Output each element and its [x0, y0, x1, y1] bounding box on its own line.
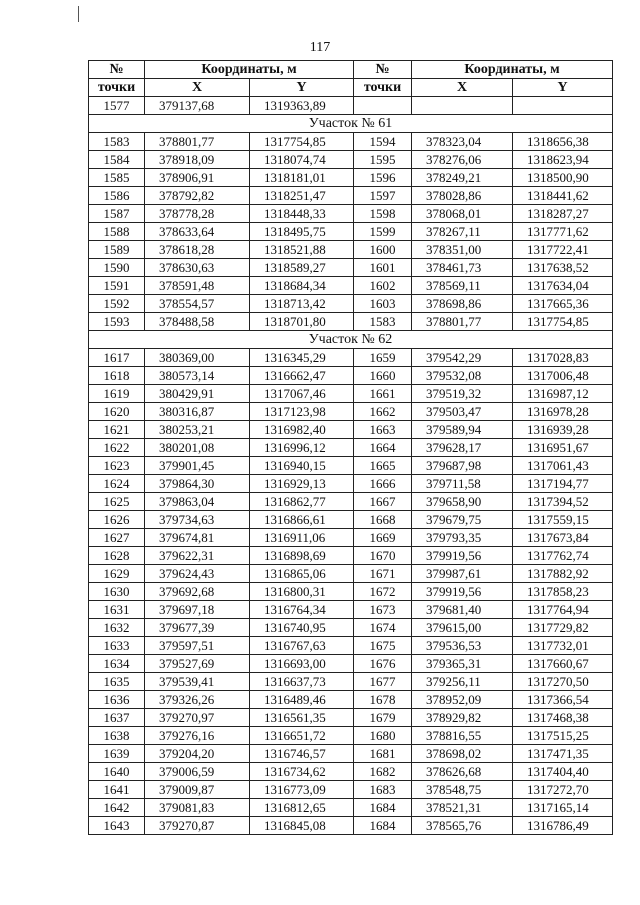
x-coordinate-cell: 379503,47: [412, 403, 513, 421]
y-coordinate-cell: 1317471,35: [513, 745, 613, 763]
y-coordinate-cell: 1318495,75: [250, 223, 354, 241]
y-coordinate-cell: 1317123,98: [250, 403, 354, 421]
point-number-cell: 1670: [354, 547, 412, 565]
table-row: [89, 547, 613, 565]
x-coordinate-cell: 379919,56: [412, 583, 513, 601]
point-number-cell: 1584: [89, 151, 145, 169]
x-coordinate-cell: 379597,51: [145, 637, 250, 655]
point-number-cell: 1586: [89, 187, 145, 205]
x-coordinate-cell: 380316,87: [145, 403, 250, 421]
y-coordinate-cell: 1318251,47: [250, 187, 354, 205]
x-coordinate-cell: 379863,04: [145, 493, 250, 511]
point-number-cell: 1684: [354, 817, 412, 835]
y-coordinate-cell: 1316866,61: [250, 511, 354, 529]
y-coordinate-cell: 1317272,70: [513, 781, 613, 799]
point-number-cell: 1583: [89, 133, 145, 151]
point-number-cell: 1668: [354, 511, 412, 529]
table-row: [89, 295, 613, 313]
point-number-cell: 1630: [89, 583, 145, 601]
y-coordinate-cell: 1316940,15: [250, 457, 354, 475]
table-header-row: [89, 61, 613, 79]
y-coordinate-cell: 1317754,85: [250, 133, 354, 151]
table-row: [89, 637, 613, 655]
point-number-cell: 1676: [354, 655, 412, 673]
coordinates-table: [88, 60, 613, 835]
point-number-cell: 1597: [354, 187, 412, 205]
point-number-cell: 1671: [354, 565, 412, 583]
x-coordinate-cell: 380369,00: [145, 349, 250, 367]
x-coordinate-cell: 379628,17: [412, 439, 513, 457]
y-coordinate-cell: 1316862,77: [250, 493, 354, 511]
x-coordinate-cell: 378249,21: [412, 169, 513, 187]
x-coordinate-cell: 379615,00: [412, 619, 513, 637]
x-coordinate-cell: 379539,41: [145, 673, 250, 691]
point-number-cell: 1631: [89, 601, 145, 619]
x-coordinate-cell: 380573,14: [145, 367, 250, 385]
y-coordinate-cell: 1317762,74: [513, 547, 613, 565]
point-number-cell: 1673: [354, 601, 412, 619]
table-row: [89, 583, 613, 601]
y-coordinate-cell: 1317673,84: [513, 529, 613, 547]
y-coordinate-cell: 1317638,52: [513, 259, 613, 277]
y-coordinate-cell: 1317729,82: [513, 619, 613, 637]
y-coordinate-cell: 1316978,28: [513, 403, 613, 421]
point-number-cell: 1577: [89, 97, 145, 115]
point-number-cell: 1665: [354, 457, 412, 475]
section-title: Участок № 62: [89, 331, 613, 349]
point-number-cell: 1600: [354, 241, 412, 259]
point-number-cell: 1624: [89, 475, 145, 493]
y-coordinate-cell: 1318181,01: [250, 169, 354, 187]
table-row: [89, 691, 613, 709]
point-number-cell: 1601: [354, 259, 412, 277]
x-coordinate-cell: 378068,01: [412, 205, 513, 223]
y-coordinate-cell: 1317515,25: [513, 727, 613, 745]
point-number-cell: 1621: [89, 421, 145, 439]
point-number-cell: 1593: [89, 313, 145, 331]
x-coordinate-cell: 379793,35: [412, 529, 513, 547]
x-coordinate-cell: 379987,61: [412, 565, 513, 583]
x-coordinate-cell: 379204,20: [145, 745, 250, 763]
y-coordinate-cell: 1318684,34: [250, 277, 354, 295]
y-coordinate-cell: 1317067,46: [250, 385, 354, 403]
x-coordinate-cell: 378521,31: [412, 799, 513, 817]
point-number-cell: 1666: [354, 475, 412, 493]
table-row: [89, 493, 613, 511]
point-number-cell: 1634: [89, 655, 145, 673]
table-body: [89, 97, 613, 835]
table-row: [89, 565, 613, 583]
point-number-cell: 1626: [89, 511, 145, 529]
point-number-cell: 1684: [354, 799, 412, 817]
y-coordinate-cell: 1317660,67: [513, 655, 613, 673]
point-number-cell: 1583: [354, 313, 412, 331]
y-coordinate-cell: [513, 97, 613, 115]
x-coordinate-cell: 379536,53: [412, 637, 513, 655]
point-number-cell: 1594: [354, 133, 412, 151]
x-coordinate-cell: 379622,31: [145, 547, 250, 565]
point-number-cell: 1591: [89, 277, 145, 295]
point-number-cell: 1674: [354, 619, 412, 637]
y-coordinate-cell: 1316746,57: [250, 745, 354, 763]
x-coordinate-cell: 378461,73: [412, 259, 513, 277]
x-coordinate-cell: 378554,57: [145, 295, 250, 313]
point-number-cell: 1669: [354, 529, 412, 547]
y-coordinate-cell: 1316845,08: [250, 817, 354, 835]
x-coordinate-cell: 378323,04: [412, 133, 513, 151]
y-coordinate-cell: 1316951,67: [513, 439, 613, 457]
x-coordinate-cell: 378633,64: [145, 223, 250, 241]
point-number-cell: 1602: [354, 277, 412, 295]
x-coordinate-cell: 378565,76: [412, 817, 513, 835]
point-number-cell: 1659: [354, 349, 412, 367]
x-coordinate-cell: 379919,56: [412, 547, 513, 565]
table-row: [89, 457, 613, 475]
table-row: [89, 169, 613, 187]
y-coordinate-cell: 1316734,62: [250, 763, 354, 781]
x-coordinate-cell: 378267,11: [412, 223, 513, 241]
y-coordinate-cell: 1317404,40: [513, 763, 613, 781]
page-number: 117: [309, 40, 331, 55]
point-number-cell: 1620: [89, 403, 145, 421]
y-coordinate-cell: 1316812,65: [250, 799, 354, 817]
point-number-cell: 1679: [354, 709, 412, 727]
point-number-cell: 1681: [354, 745, 412, 763]
point-number-cell: 1632: [89, 619, 145, 637]
x-coordinate-cell: 378351,00: [412, 241, 513, 259]
x-coordinate-cell: 378778,28: [145, 205, 250, 223]
point-number-cell: 1595: [354, 151, 412, 169]
table-row: [89, 97, 613, 115]
y-coordinate-cell: 1316911,06: [250, 529, 354, 547]
point-number-cell: 1585: [89, 169, 145, 187]
point-number-cell: 1672: [354, 583, 412, 601]
x-coordinate-cell: 379532,08: [412, 367, 513, 385]
y-coordinate-cell: 1318287,27: [513, 205, 613, 223]
table-row: [89, 817, 613, 835]
y-coordinate-cell: 1316865,06: [250, 565, 354, 583]
x-coordinate-cell: 379681,40: [412, 601, 513, 619]
y-coordinate-cell: 1317165,14: [513, 799, 613, 817]
y-coordinate-cell: 1316987,12: [513, 385, 613, 403]
y-coordinate-cell: 1318448,33: [250, 205, 354, 223]
y-header: Y: [250, 79, 354, 97]
point-number-cell: 1640: [89, 763, 145, 781]
y-coordinate-cell: 1318701,80: [250, 313, 354, 331]
table-row: [89, 709, 613, 727]
x-coordinate-cell: 378698,86: [412, 295, 513, 313]
y-coordinate-cell: 1317270,50: [513, 673, 613, 691]
x-coordinate-cell: 378569,11: [412, 277, 513, 295]
x-coordinate-cell: 379589,94: [412, 421, 513, 439]
point-number-cell: 1682: [354, 763, 412, 781]
point-number-cell: 1660: [354, 367, 412, 385]
y-coordinate-cell: 1316786,49: [513, 817, 613, 835]
x-coordinate-cell: 379256,11: [412, 673, 513, 691]
x-coordinate-cell: 379081,83: [145, 799, 250, 817]
y-coordinate-cell: 1318589,27: [250, 259, 354, 277]
point-number-cell: 1618: [89, 367, 145, 385]
y-coordinate-cell: 1316662,47: [250, 367, 354, 385]
y-coordinate-cell: 1316637,73: [250, 673, 354, 691]
x-coordinate-cell: 378548,75: [412, 781, 513, 799]
point-number-cell: 1625: [89, 493, 145, 511]
section-title: Участок № 61: [89, 115, 613, 133]
x-coordinate-cell: 379009,87: [145, 781, 250, 799]
x-coordinate-cell: 379697,18: [145, 601, 250, 619]
x-coordinate-cell: 378792,82: [145, 187, 250, 205]
y-coordinate-cell: 1316693,00: [250, 655, 354, 673]
table-row: [89, 187, 613, 205]
x-coordinate-cell: 380253,21: [145, 421, 250, 439]
x-coordinate-cell: 378618,28: [145, 241, 250, 259]
y-coordinate-cell: 1316898,69: [250, 547, 354, 565]
point-number-cell: 1598: [354, 205, 412, 223]
x-coordinate-cell: 379365,31: [412, 655, 513, 673]
y-coordinate-cell: 1316929,13: [250, 475, 354, 493]
x-coordinate-cell: 378952,09: [412, 691, 513, 709]
table-row: [89, 133, 613, 151]
table-row: [89, 475, 613, 493]
y-coordinate-cell: 1317061,43: [513, 457, 613, 475]
x-coordinate-cell: 379677,39: [145, 619, 250, 637]
y-coordinate-cell: 1316767,63: [250, 637, 354, 655]
x-coordinate-cell: 379658,90: [412, 493, 513, 511]
corner-mark: [78, 6, 79, 22]
point-number-cell: 1587: [89, 205, 145, 223]
table-row: [89, 313, 613, 331]
x-coordinate-cell: 379687,98: [412, 457, 513, 475]
point-number-cell: 1642: [89, 799, 145, 817]
table-row: [89, 277, 613, 295]
y-coordinate-cell: 1317028,83: [513, 349, 613, 367]
table-row: [89, 745, 613, 763]
y-coordinate-cell: 1317194,77: [513, 475, 613, 493]
point-number-cell: 1678: [354, 691, 412, 709]
x-coordinate-cell: 379901,45: [145, 457, 250, 475]
point-label-header: точки: [89, 79, 145, 97]
x-coordinate-cell: 378028,86: [412, 187, 513, 205]
table-row: [89, 349, 613, 367]
x-coordinate-cell: 379137,68: [145, 97, 250, 115]
point-number-cell: 1633: [89, 637, 145, 655]
x-coordinate-cell: 379527,69: [145, 655, 250, 673]
table-row: [89, 799, 613, 817]
table-row: [89, 385, 613, 403]
y-coordinate-cell: 1317665,36: [513, 295, 613, 313]
y-coordinate-cell: 1316800,31: [250, 583, 354, 601]
x-coordinate-cell: 379711,58: [412, 475, 513, 493]
point-number-cell: 1639: [89, 745, 145, 763]
x-coordinate-cell: 379864,30: [145, 475, 250, 493]
x-coordinate-cell: 379519,32: [412, 385, 513, 403]
table-row: [89, 205, 613, 223]
y-coordinate-cell: 1317366,54: [513, 691, 613, 709]
coordinates-header: Координаты, м: [145, 61, 354, 79]
table-row: [89, 259, 613, 277]
point-number-cell: 1643: [89, 817, 145, 835]
coordinates-header: Координаты, м: [412, 61, 613, 79]
point-number-cell: 1638: [89, 727, 145, 745]
x-coordinate-cell: 378801,77: [145, 133, 250, 151]
y-coordinate-cell: 1317771,62: [513, 223, 613, 241]
point-number-cell: 1629: [89, 565, 145, 583]
x-coordinate-cell: 380429,91: [145, 385, 250, 403]
point-number-cell: 1683: [354, 781, 412, 799]
section-row: [89, 331, 613, 349]
point-number-cell: 1623: [89, 457, 145, 475]
y-coordinate-cell: 1317394,52: [513, 493, 613, 511]
point-number-cell: 1628: [89, 547, 145, 565]
table-row: [89, 655, 613, 673]
y-coordinate-cell: 1318441,62: [513, 187, 613, 205]
x-coordinate-cell: 379006,59: [145, 763, 250, 781]
x-coordinate-cell: 379326,26: [145, 691, 250, 709]
table-row: [89, 763, 613, 781]
y-coordinate-cell: 1316489,46: [250, 691, 354, 709]
y-coordinate-cell: 1317882,92: [513, 565, 613, 583]
y-coordinate-cell: 1318656,38: [513, 133, 613, 151]
point-number-cell: 1627: [89, 529, 145, 547]
y-coordinate-cell: 1316773,09: [250, 781, 354, 799]
table-row: [89, 673, 613, 691]
x-coordinate-cell: 378591,48: [145, 277, 250, 295]
y-coordinate-cell: 1317006,48: [513, 367, 613, 385]
point-number-cell: 1599: [354, 223, 412, 241]
y-coordinate-cell: 1318521,88: [250, 241, 354, 259]
y-coordinate-cell: 1316996,12: [250, 439, 354, 457]
x-coordinate-cell: 378276,06: [412, 151, 513, 169]
point-number-cell: 1592: [89, 295, 145, 313]
y-header: Y: [513, 79, 613, 97]
point-number-cell: 1622: [89, 439, 145, 457]
point-number-cell: 1588: [89, 223, 145, 241]
x-coordinate-cell: 379276,16: [145, 727, 250, 745]
x-coordinate-cell: 379542,29: [412, 349, 513, 367]
table-row: [89, 511, 613, 529]
point-number-cell: 1590: [89, 259, 145, 277]
x-coordinate-cell: 379734,63: [145, 511, 250, 529]
x-coordinate-cell: 378906,91: [145, 169, 250, 187]
table-row: [89, 421, 613, 439]
y-coordinate-cell: 1318074,74: [250, 151, 354, 169]
x-coordinate-cell: 379692,68: [145, 583, 250, 601]
point-number-cell: 1661: [354, 385, 412, 403]
y-coordinate-cell: 1318713,42: [250, 295, 354, 313]
table-row: [89, 529, 613, 547]
section-row: [89, 115, 613, 133]
y-coordinate-cell: 1317559,15: [513, 511, 613, 529]
x-coordinate-cell: 379674,81: [145, 529, 250, 547]
y-coordinate-cell: 1317764,94: [513, 601, 613, 619]
x-header: X: [412, 79, 513, 97]
y-coordinate-cell: 1316561,35: [250, 709, 354, 727]
x-coordinate-cell: 378698,02: [412, 745, 513, 763]
point-number-cell: 1589: [89, 241, 145, 259]
y-coordinate-cell: 1316939,28: [513, 421, 613, 439]
point-number-cell: 1636: [89, 691, 145, 709]
table-row: [89, 367, 613, 385]
point-number-cell: 1635: [89, 673, 145, 691]
point-number-cell: 1641: [89, 781, 145, 799]
y-coordinate-cell: 1316740,95: [250, 619, 354, 637]
table-row: [89, 619, 613, 637]
point-number-cell: 1617: [89, 349, 145, 367]
x-coordinate-cell: 378630,63: [145, 259, 250, 277]
point-number-cell: 1619: [89, 385, 145, 403]
point-number-cell: 1603: [354, 295, 412, 313]
point-number-cell: 1667: [354, 493, 412, 511]
x-coordinate-cell: 378929,82: [412, 709, 513, 727]
point-number-cell: 1664: [354, 439, 412, 457]
x-coordinate-cell: 378626,68: [412, 763, 513, 781]
y-coordinate-cell: 1316764,34: [250, 601, 354, 619]
y-coordinate-cell: 1317468,38: [513, 709, 613, 727]
y-coordinate-cell: 1317858,23: [513, 583, 613, 601]
point-number-header: №: [354, 61, 412, 79]
y-coordinate-cell: 1318623,94: [513, 151, 613, 169]
point-number-cell: 1662: [354, 403, 412, 421]
table-row: [89, 727, 613, 745]
y-coordinate-cell: 1316651,72: [250, 727, 354, 745]
point-number-cell: 1677: [354, 673, 412, 691]
x-coordinate-cell: 379679,75: [412, 511, 513, 529]
y-coordinate-cell: 1317732,01: [513, 637, 613, 655]
point-number-cell: 1637: [89, 709, 145, 727]
point-number-cell: 1680: [354, 727, 412, 745]
point-number-header: №: [89, 61, 145, 79]
point-label-header: точки: [354, 79, 412, 97]
y-coordinate-cell: 1317722,41: [513, 241, 613, 259]
table-row: [89, 223, 613, 241]
table-row: [89, 403, 613, 421]
x-coordinate-cell: 379624,43: [145, 565, 250, 583]
y-coordinate-cell: 1319363,89: [250, 97, 354, 115]
x-coordinate-cell: 378488,58: [145, 313, 250, 331]
table-subheader-row: [89, 79, 613, 97]
x-coordinate-cell: 380201,08: [145, 439, 250, 457]
point-number-cell: 1675: [354, 637, 412, 655]
point-number-cell: [354, 97, 412, 115]
table-row: [89, 241, 613, 259]
table-row: [89, 781, 613, 799]
y-coordinate-cell: 1316345,29: [250, 349, 354, 367]
x-coordinate-cell: 378801,77: [412, 313, 513, 331]
x-coordinate-cell: 378918,09: [145, 151, 250, 169]
x-coordinate-cell: 379270,97: [145, 709, 250, 727]
table-row: [89, 601, 613, 619]
x-coordinate-cell: 379270,87: [145, 817, 250, 835]
table-row: [89, 439, 613, 457]
point-number-cell: 1596: [354, 169, 412, 187]
x-coordinate-cell: 378816,55: [412, 727, 513, 745]
x-header: X: [145, 79, 250, 97]
y-coordinate-cell: 1316982,40: [250, 421, 354, 439]
y-coordinate-cell: 1318500,90: [513, 169, 613, 187]
table-row: [89, 151, 613, 169]
x-coordinate-cell: [412, 97, 513, 115]
y-coordinate-cell: 1317634,04: [513, 277, 613, 295]
point-number-cell: 1663: [354, 421, 412, 439]
y-coordinate-cell: 1317754,85: [513, 313, 613, 331]
